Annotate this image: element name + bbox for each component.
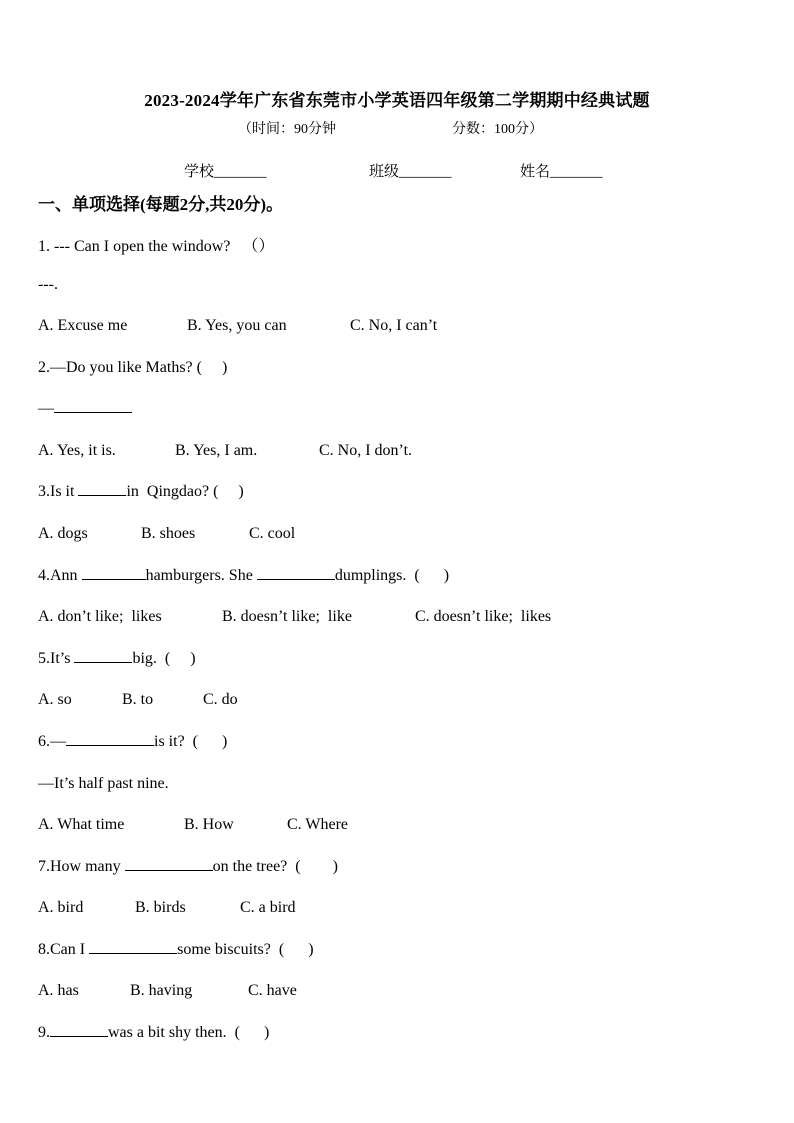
answer-blank bbox=[50, 1035, 108, 1037]
question-1: 1. --- Can I open the window? （） bbox=[38, 238, 275, 255]
question-9 bbox=[38, 1024, 269, 1042]
question-5-option-b: B. to bbox=[122, 691, 154, 708]
exam-score: 分数：100分） bbox=[452, 122, 543, 137]
question-7-option-b: B. birds bbox=[135, 899, 186, 916]
question-6-end: is it? ( ) bbox=[154, 733, 228, 750]
question-3-start: 3.Is it bbox=[38, 483, 79, 500]
question-3-end: in Qingdao? ( ) bbox=[126, 483, 244, 500]
question-3-option-c: C. cool bbox=[249, 525, 296, 542]
question-2: 2.—Do you like Maths? ( ) bbox=[38, 359, 228, 376]
question-8-option-c: C. have bbox=[248, 982, 297, 999]
question-7-option-a: A. bird bbox=[38, 899, 84, 916]
question-2-answer-line bbox=[38, 400, 132, 418]
question-1-option-b: B. Yes, you can bbox=[187, 317, 287, 334]
answer-blank bbox=[66, 744, 154, 746]
question-5-start: 5.It’s bbox=[38, 650, 75, 667]
answer-blank bbox=[54, 411, 132, 413]
answer-blank bbox=[257, 578, 335, 580]
question-7-end: on the tree? ( ) bbox=[212, 858, 338, 875]
question-7 bbox=[38, 858, 338, 876]
answer-blank bbox=[74, 661, 132, 663]
section-heading: 一、单项选择(每题2分,共20分)。 bbox=[38, 195, 284, 214]
question-9-start: 9. bbox=[38, 1024, 50, 1041]
question-4-start: 4.Ann bbox=[38, 567, 82, 584]
question-4 bbox=[38, 567, 449, 585]
question-7-start: 7.How many bbox=[38, 858, 125, 875]
question-8-end: some biscuits? ( ) bbox=[177, 941, 314, 958]
question-6-answer-line: —It’s half past nine. bbox=[38, 775, 169, 792]
answer-blank bbox=[82, 578, 146, 580]
question-6-option-b: B. How bbox=[184, 816, 234, 833]
question-4-end: dumplings. ( ) bbox=[334, 567, 450, 584]
question-6-start: 6.— bbox=[38, 733, 66, 750]
question-5-end: big. ( ) bbox=[132, 650, 196, 667]
question-2-option-a: A. Yes, it is. bbox=[38, 442, 116, 459]
exam-time: （时间：90分钟 bbox=[238, 122, 336, 137]
answer-blank bbox=[78, 494, 126, 496]
question-3 bbox=[38, 483, 244, 501]
question-2-dash: — bbox=[38, 400, 54, 417]
question-6-option-c: C. Where bbox=[287, 816, 349, 833]
question-3-option-a: A. dogs bbox=[38, 525, 88, 542]
name-field: 姓名_______ bbox=[520, 164, 603, 180]
answer-blank bbox=[125, 869, 213, 871]
question-1-answer-line: ---. bbox=[38, 276, 58, 293]
question-5-option-a: A. so bbox=[38, 691, 72, 708]
question-5 bbox=[38, 650, 196, 668]
question-8-option-a: A. has bbox=[38, 982, 79, 999]
question-6 bbox=[38, 733, 227, 751]
question-8 bbox=[38, 941, 314, 959]
question-1-option-a: A. Excuse me bbox=[38, 317, 128, 334]
answer-blank bbox=[89, 952, 177, 954]
question-8-start: 8.Can I bbox=[38, 941, 90, 958]
question-6-option-a: A. What time bbox=[38, 816, 125, 833]
question-2-option-c: C. No, I don’t. bbox=[319, 442, 413, 459]
question-9-end: was a bit shy then. ( ) bbox=[108, 1024, 270, 1041]
question-2-option-b: B. Yes, I am. bbox=[175, 442, 258, 459]
question-4-option-c: C. doesn’t like; likes bbox=[415, 608, 552, 625]
question-4-option-b: B. doesn’t like; like bbox=[222, 608, 352, 625]
question-4-middle: hamburgers. She bbox=[145, 567, 257, 584]
question-4-option-a: A. don’t like; likes bbox=[38, 608, 162, 625]
question-8-option-b: B. having bbox=[130, 982, 193, 999]
question-1-option-c: C. No, I can’t bbox=[350, 317, 438, 334]
page-title: 2023-2024学年广东省东莞市小学英语四年级第二学期期中经典试题 bbox=[144, 91, 650, 110]
question-5-option-c: C. do bbox=[203, 691, 238, 708]
class-field: 班级_______ bbox=[369, 164, 452, 180]
question-3-option-b: B. shoes bbox=[141, 525, 196, 542]
question-7-option-c: C. a bird bbox=[240, 899, 296, 916]
school-field: 学校_______ bbox=[184, 164, 267, 180]
